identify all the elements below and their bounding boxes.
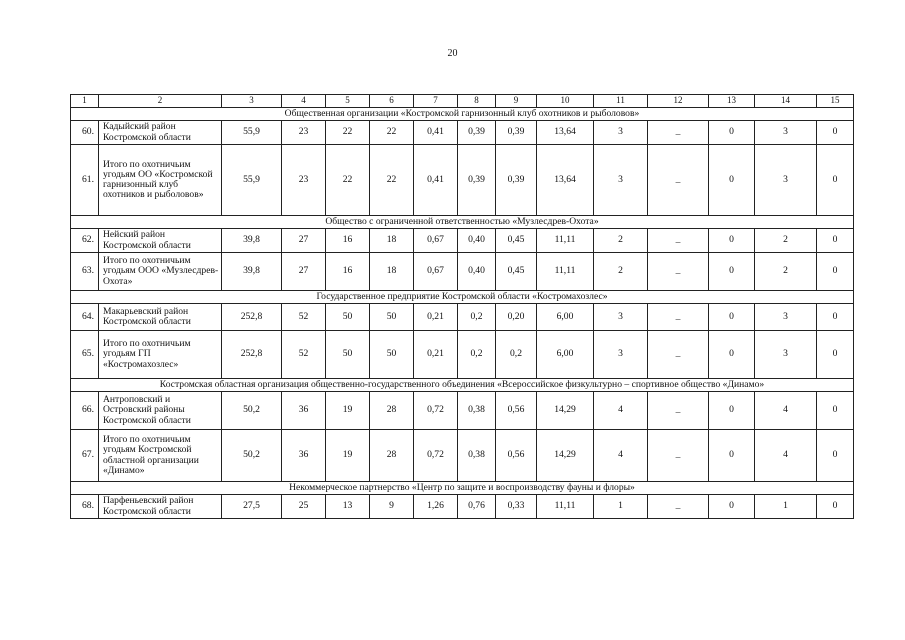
value-cell: 11,11 <box>537 495 594 519</box>
value-cell: 3 <box>594 145 648 216</box>
value-cell: 0 <box>817 430 854 482</box>
value-cell: 36 <box>282 392 326 430</box>
column-number: 15 <box>817 95 854 108</box>
column-number: 6 <box>370 95 414 108</box>
area-cell: 55,9 <box>222 145 282 216</box>
value-cell: 0,45 <box>496 253 537 291</box>
area-cell: 39,8 <box>222 253 282 291</box>
column-number: 14 <box>755 95 817 108</box>
value-cell: 22 <box>370 145 414 216</box>
value-cell: 14,29 <box>537 392 594 430</box>
area-cell: 50,2 <box>222 430 282 482</box>
table-row <box>71 495 854 519</box>
value-cell: 3 <box>755 145 817 216</box>
territory-name-cell: Антроповский и Островский районы Костромской области <box>99 392 222 430</box>
area-cell: 39,8 <box>222 229 282 253</box>
value-cell: 0,39 <box>458 121 496 145</box>
value-cell: 27 <box>282 229 326 253</box>
value-cell: 16 <box>326 253 370 291</box>
value-cell: 23 <box>282 121 326 145</box>
value-cell: 3 <box>755 121 817 145</box>
value-cell: 4 <box>755 430 817 482</box>
table-row <box>71 331 854 379</box>
section-title: Костромская областная организация общественно-государственного объединения «Всероссийское физкультурно – спортивное общество «Динамо» <box>71 379 854 392</box>
value-cell: 11,11 <box>537 253 594 291</box>
value-cell: 0,40 <box>458 253 496 291</box>
row-number-cell: 63. <box>71 253 99 291</box>
table-row <box>71 304 854 331</box>
column-number: 7 <box>414 95 458 108</box>
value-cell: 0,67 <box>414 229 458 253</box>
value-cell: 11,11 <box>537 229 594 253</box>
value-cell: 0 <box>817 229 854 253</box>
value-cell: 22 <box>370 121 414 145</box>
value-cell: _ <box>648 331 709 379</box>
value-cell: 0 <box>817 145 854 216</box>
value-cell: 19 <box>326 430 370 482</box>
value-cell: 1 <box>755 495 817 519</box>
value-cell: 23 <box>282 145 326 216</box>
value-cell: 0,2 <box>458 304 496 331</box>
value-cell: 18 <box>370 229 414 253</box>
table-row <box>71 430 854 482</box>
value-cell: 14,29 <box>537 430 594 482</box>
value-cell: 28 <box>370 430 414 482</box>
territory-name-cell: Итого по охотничьим угодьям ГП «Костромахозлес» <box>99 331 222 379</box>
area-cell: 55,9 <box>222 121 282 145</box>
area-cell: 252,8 <box>222 304 282 331</box>
section-header-row <box>71 379 854 392</box>
value-cell: 25 <box>282 495 326 519</box>
value-cell: _ <box>648 229 709 253</box>
column-number-row <box>71 95 854 108</box>
column-number: 10 <box>537 95 594 108</box>
section-title: Общественная организации «Костромской гарнизонный клуб охотников и рыболовов» <box>71 108 854 121</box>
value-cell: 0 <box>709 229 755 253</box>
value-cell: 19 <box>326 392 370 430</box>
value-cell: 4 <box>594 392 648 430</box>
table-row <box>71 145 854 216</box>
value-cell: 0,76 <box>458 495 496 519</box>
section-header-row <box>71 216 854 229</box>
column-number: 13 <box>709 95 755 108</box>
value-cell: 0,56 <box>496 392 537 430</box>
value-cell: 3 <box>594 331 648 379</box>
column-number: 3 <box>222 95 282 108</box>
value-cell: 0 <box>817 331 854 379</box>
value-cell: 0,39 <box>496 121 537 145</box>
value-cell: 0,41 <box>414 145 458 216</box>
value-cell: 0 <box>709 145 755 216</box>
value-cell: 50 <box>370 331 414 379</box>
value-cell: _ <box>648 495 709 519</box>
value-cell: 0 <box>709 430 755 482</box>
territory-name-cell: Итого по охотничьим угодьям ООО «Музлесдрев-Охота» <box>99 253 222 291</box>
territory-name-cell: Нейский район Костромской области <box>99 229 222 253</box>
value-cell: 2 <box>594 253 648 291</box>
value-cell: 0,33 <box>496 495 537 519</box>
value-cell: 2 <box>594 229 648 253</box>
section-title: Государственное предприятие Костромской области «Костромахозлес» <box>71 291 854 304</box>
value-cell: 52 <box>282 331 326 379</box>
area-cell: 27,5 <box>222 495 282 519</box>
value-cell: 0,21 <box>414 304 458 331</box>
value-cell: 0 <box>817 495 854 519</box>
value-cell: _ <box>648 145 709 216</box>
value-cell: 27 <box>282 253 326 291</box>
value-cell: _ <box>648 253 709 291</box>
column-number: 1 <box>71 95 99 108</box>
column-number: 5 <box>326 95 370 108</box>
territory-name-cell: Итого по охотничьим угодьям Костромской областной организации «Динамо» <box>99 430 222 482</box>
value-cell: 36 <box>282 430 326 482</box>
value-cell: 0,20 <box>496 304 537 331</box>
row-number-cell: 67. <box>71 430 99 482</box>
value-cell: _ <box>648 304 709 331</box>
column-number: 9 <box>496 95 537 108</box>
value-cell: 52 <box>282 304 326 331</box>
page-number: 20 <box>447 48 458 59</box>
value-cell: 0 <box>709 121 755 145</box>
section-header-row <box>71 291 854 304</box>
value-cell: 0,72 <box>414 392 458 430</box>
row-number-cell: 64. <box>71 304 99 331</box>
column-number: 2 <box>99 95 222 108</box>
column-number: 12 <box>648 95 709 108</box>
value-cell: _ <box>648 121 709 145</box>
value-cell: 0,39 <box>458 145 496 216</box>
table-row <box>71 229 854 253</box>
value-cell: 50 <box>326 304 370 331</box>
row-number-cell: 65. <box>71 331 99 379</box>
value-cell: 22 <box>326 121 370 145</box>
value-cell: 0,56 <box>496 430 537 482</box>
value-cell: 0 <box>709 253 755 291</box>
value-cell: 0 <box>709 331 755 379</box>
value-cell: _ <box>648 430 709 482</box>
table-row <box>71 392 854 430</box>
value-cell: 50 <box>326 331 370 379</box>
value-cell: 0,40 <box>458 229 496 253</box>
value-cell: 0 <box>817 121 854 145</box>
value-cell: 0,39 <box>496 145 537 216</box>
value-cell: 0,21 <box>414 331 458 379</box>
value-cell: 6,00 <box>537 331 594 379</box>
value-cell: 1 <box>594 495 648 519</box>
value-cell: 0,45 <box>496 229 537 253</box>
value-cell: _ <box>648 392 709 430</box>
value-cell: 0,38 <box>458 392 496 430</box>
value-cell: 13,64 <box>537 121 594 145</box>
value-cell: 0 <box>709 304 755 331</box>
table-row <box>71 121 854 145</box>
table-row <box>71 253 854 291</box>
value-cell: 9 <box>370 495 414 519</box>
row-number-cell: 61. <box>71 145 99 216</box>
territory-name-cell: Парфеньевский район Костромской области <box>99 495 222 519</box>
value-cell: 2 <box>755 253 817 291</box>
section-header-row <box>71 482 854 495</box>
column-number: 4 <box>282 95 326 108</box>
value-cell: 2 <box>755 229 817 253</box>
row-number-cell: 62. <box>71 229 99 253</box>
area-cell: 50,2 <box>222 392 282 430</box>
row-number-cell: 68. <box>71 495 99 519</box>
value-cell: 16 <box>326 229 370 253</box>
row-number-cell: 66. <box>71 392 99 430</box>
territory-name-cell: Макарьевский район Костромской области <box>99 304 222 331</box>
value-cell: 22 <box>326 145 370 216</box>
value-cell: 28 <box>370 392 414 430</box>
value-cell: 0,41 <box>414 121 458 145</box>
column-number: 11 <box>594 95 648 108</box>
value-cell: 4 <box>594 430 648 482</box>
value-cell: 3 <box>755 331 817 379</box>
value-cell: 0,2 <box>458 331 496 379</box>
value-cell: 0 <box>709 392 755 430</box>
value-cell: 6,00 <box>537 304 594 331</box>
value-cell: 3 <box>594 304 648 331</box>
value-cell: 13 <box>326 495 370 519</box>
value-cell: 1,26 <box>414 495 458 519</box>
value-cell: 0,38 <box>458 430 496 482</box>
value-cell: 4 <box>755 392 817 430</box>
value-cell: 0,67 <box>414 253 458 291</box>
territory-name-cell: Кадыйский район Костромской области <box>99 121 222 145</box>
section-title: Некоммерческое партнерство «Центр по защите и воспроизводству фауны и флоры» <box>71 482 854 495</box>
area-cell: 252,8 <box>222 331 282 379</box>
section-title: Общество с ограниченной ответственностью «Музлесдрев-Охота» <box>71 216 854 229</box>
value-cell: 3 <box>594 121 648 145</box>
value-cell: 13,64 <box>537 145 594 216</box>
value-cell: 0 <box>817 392 854 430</box>
value-cell: 0,2 <box>496 331 537 379</box>
value-cell: 0 <box>817 253 854 291</box>
value-cell: 18 <box>370 253 414 291</box>
value-cell: 0,72 <box>414 430 458 482</box>
value-cell: 3 <box>755 304 817 331</box>
hunting-grounds-table <box>70 94 854 519</box>
table-body <box>71 95 854 519</box>
row-number-cell: 60. <box>71 121 99 145</box>
territory-name-cell: Итого по охотничьим угодьям ОО «Костромской гарнизонный клуб охотников и рыболовов» <box>99 145 222 216</box>
column-number: 8 <box>458 95 496 108</box>
value-cell: 50 <box>370 304 414 331</box>
section-header-row <box>71 108 854 121</box>
value-cell: 0 <box>817 304 854 331</box>
value-cell: 0 <box>709 495 755 519</box>
